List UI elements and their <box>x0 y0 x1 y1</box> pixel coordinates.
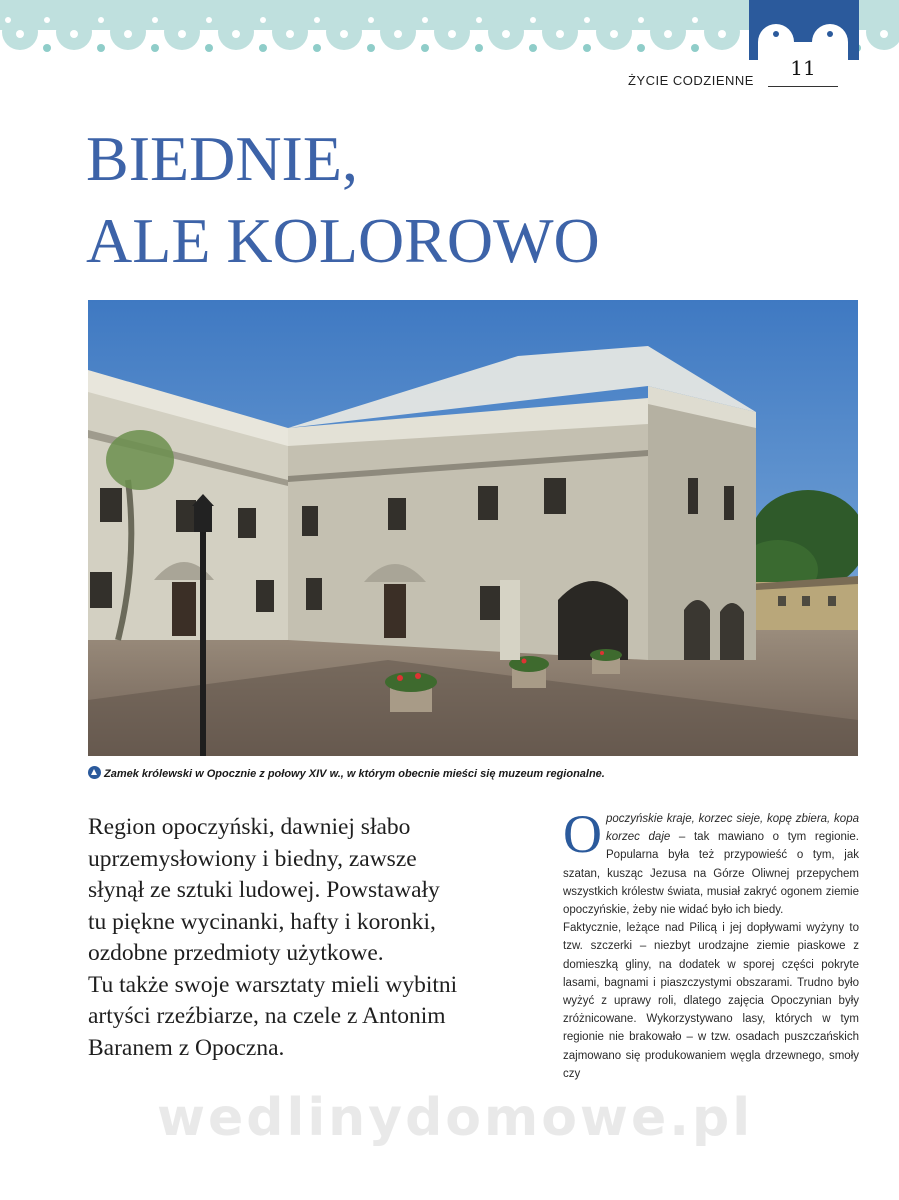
title-line-2: ALE KOLOROWO <box>86 205 600 276</box>
lead-line: Region opoczyński, dawniej słabo <box>88 814 411 840</box>
body-column <box>563 804 860 1083</box>
drop-cap: O <box>563 804 602 864</box>
caption-text: Zamek królewski w Opocznie z połowy XIV w., w którym obecnie mieści się muzeum regionalne. <box>104 768 605 780</box>
section-label: ŻYCIE CODZIENNE <box>628 73 754 88</box>
body-paragraph-2: Faktycznie, leżące nad Pilicą i jej dopływami wyżyny to tzw. szczerki – niezbyt urodzajne ziemie piaskowe z domieszką gliny, na dodatek w sporej części pokryte lasami, bagnami i piaszczystymi obszarami. Trudno było wyżyć z uprawy roli, dlatego zajęcia Opoczynian były zróżnicowane. Wykorzystywano lasy, których w tym regionie nie brakowało – w tzw. osadach puszczańskich zajmowano się produkowaniem węgla drzewnego, smoły czy <box>563 922 859 1080</box>
photo-caption <box>88 766 858 780</box>
body-paragraph-1-text: – tak mawiano o tym regionie. Popularna była też przypowieść o tym, jak szatan, kusząc Jezusa na Górze Oliwnej przepychem wszystkich królestw świata, musiał zakryć ogonem ziemie opoczyńskie, żeby nie widać było ich biedy. <box>563 831 860 917</box>
caption-arrow-icon <box>88 766 101 779</box>
lead-line: ozdobne przedmioty użytkowe. <box>88 940 384 966</box>
lead-line: słynął ze sztuki ludowej. Powstawały <box>88 877 440 903</box>
lead-paragraph <box>88 812 528 1064</box>
lead-line: artyści rzeźbiarze, na czele z Antonim <box>88 1003 446 1029</box>
page-number: 11 <box>790 56 816 80</box>
watermark: wedlinydomowe.pl <box>156 1088 754 1148</box>
lead-line: Tu także swoje warsztaty mieli wybitni <box>88 971 458 998</box>
lead-line: tu piękne wycinanki, hafty i koronki, <box>88 908 436 935</box>
lead-line: Baranem z Opoczna. <box>88 1034 285 1061</box>
article-title <box>86 118 786 282</box>
castle-photo <box>88 300 858 756</box>
lead-line: uprzemysłowiony i biedny, zawsze <box>88 845 417 872</box>
section-rule <box>768 86 838 87</box>
body-paragraph-1 <box>563 804 860 919</box>
proverb-quote: poczyńskie kraje, korzec sieje, kopę zbiera, kopa korzec daje <box>606 813 859 844</box>
title-line-1: BIEDNIE, <box>86 123 358 194</box>
